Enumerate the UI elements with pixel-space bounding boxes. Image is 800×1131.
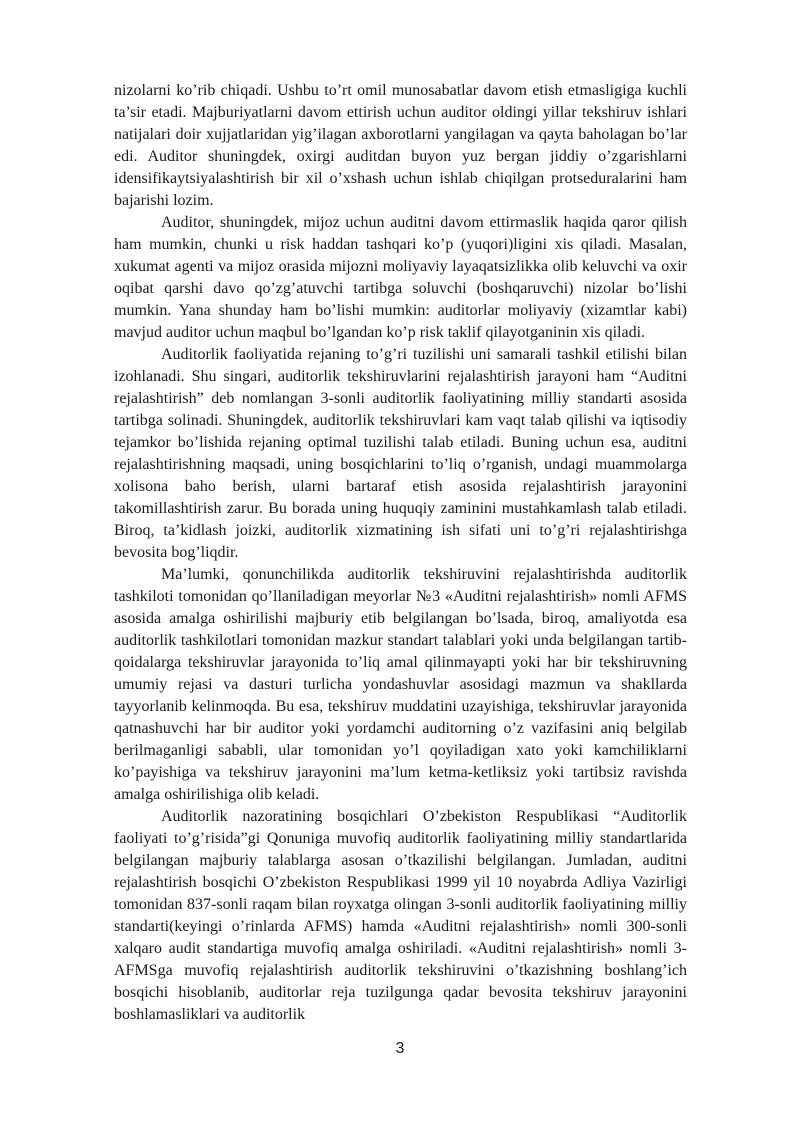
paragraph-4: Ma’lumki, qonunchilikda auditorlik tekshiruvini rejalashtirishda auditorlik tashkiloti tomonidan qo’llaniladigan meyorlar №3 «Auditni rejalashtirish» nomli AFMS asosida amalga oshirilishi majburiy etib belgilangan bo’lsada, biroq, amaliyotda esa auditorlik tashkilotlari tomonidan mazkur standart talablari yoki unda belgilangan tartib-qoidalarga tekshiruvlar jarayonida to’liq amal qilinmayapti yoki har bir tekshiruvning umumiy rejasi va dasturi turlicha yondashuvlar asosidagi mazmun va shakllarda tayyorlanib kelinmoqda. Bu esa, tekshiruv muddatini uzayishiga, tekshiruvlar jarayonida qatnashuvchi har bir auditor yoki yordamchi auditorning o’z vazifasini aniq belgilab berilmaganligi sababli, ular tomonidan yo’l qoyiladigan xato yoki kamchiliklarni ko’payishiga va tekshiruv jarayonini ma’lum ketma-ketliksiz yoki tartibsiz ravishda amalga oshirilishiga olib keladi. — [114, 566, 687, 803]
page-number: 3 — [395, 1040, 405, 1057]
paragraph-5: Auditorlik nazoratining bosqichlari O’zbekiston Respublikasi “Auditorlik faoliyati to’g’risida”gi Qonuniga muvofiq auditorlik faoliyatining milliy standartlarida belgilangan majburiy talablarga asosan o’tkazilishi belgilangan. Jumladan, auditni rejalashtirish bosqichi O’zbekiston Respublikasi 1999 yil 10 noyabrda Adliya Vazirligi tomonidan 837-sonli raqam bilan royxatga olingan 3-sonli auditorlik faoliyatining milliy standarti(keyingi o’rinlarda AFMS) hamda «Auditni rejalashtirish» nomli 300-sonli xalqaro audit standartiga muvofiq amalga oshiriladi. «Auditni rejalashtirish» nomli 3-AFMSga muvofiq rejalashtirish auditorlik tekshiruvini o’tkazishning boshlang’ich bosqichi hisoblanib, auditorlar reja tuzilgunga qadar bevosita tekshiruv jarayonini boshlamasliklari va auditorlik — [114, 808, 687, 1023]
paragraph-2: Auditor, shuningdek, mijoz uchun auditni davom ettirmaslik haqida qaror qilish ham mumkin, chunki u risk haddan tashqari ko’p (yuqori)ligini xis qiladi. Masalan, xukumat agenti va mijoz orasida mijozni moliyaviy layaqatsizlikka olib keluvchi va oxir oqibat qarshi davo qo’zg’atuvchi tartibga soluvchi (boshqaruvchi) nizolar bo’lishi mumkin. Yana shunday ham bo’lishi mumkin: auditorlar moliyaviy (xizamtlar kabi) mavjud auditor uchun maqbul bo’lgandan ko’p risk taklif qilayotganinin xis qiladi. — [114, 214, 687, 341]
paragraph-1: nizolarni ko’rib chiqadi. Ushbu to’rt omil munosabatlar davom etish etmasligiga kuchli ta’sir etadi. Majburiyatlarni davom ettirish uchun auditor oldingi yillar tekshiruv ishlari natijalari doir xujjatlaridan yig’ilagan axborotlarni yangilagan va qayta baholagan bo’lar edi. Auditor shuningdek, oxirgi auditdan buyon yuz bergan jiddiy o’zgarishlarni idensifikaytsiyalashtirish bir xil o’xshash uchun ishlab chiqilgan protseduralarini ham bajarishi lozim. — [114, 82, 687, 209]
paragraph-3: Auditorlik faoliyatida rejaning to’g’ri tuzilishi uni samarali tashkil etilishi bilan izohlanadi. Shu singari, auditorlik tekshiruvlarini rejalashtirish jarayoni ham “Auditni rejalashtirish” deb nomlangan 3-sonli auditorlik faoliyatining milliy standarti asosida tartibga solinadi. Shuningdek, auditorlik tekshiruvlari kam vaqt talab qilishi va iqtisodiy tejamkor bo’lishida rejaning optimal tuzilishi talab etiladi. Buning uchun esa, auditni rejalashtirishning maqsadi, uning bosqichlarini to’liq o’rganish, undagi muammolarga xolisona baho berish, ularni bartaraf etish asosida rejalashtirish jarayonini takomillashtirish zarur. Bu borada uning huquqiy zaminini mustahkamlash talab etiladi. Biroq, ta’kidlash joizki, auditorlik xizmatining ish sifati uni to’g’ri rejalashtirishga bevosita bog’liqdir. — [114, 346, 687, 561]
document-page — [114, 80, 687, 1026]
